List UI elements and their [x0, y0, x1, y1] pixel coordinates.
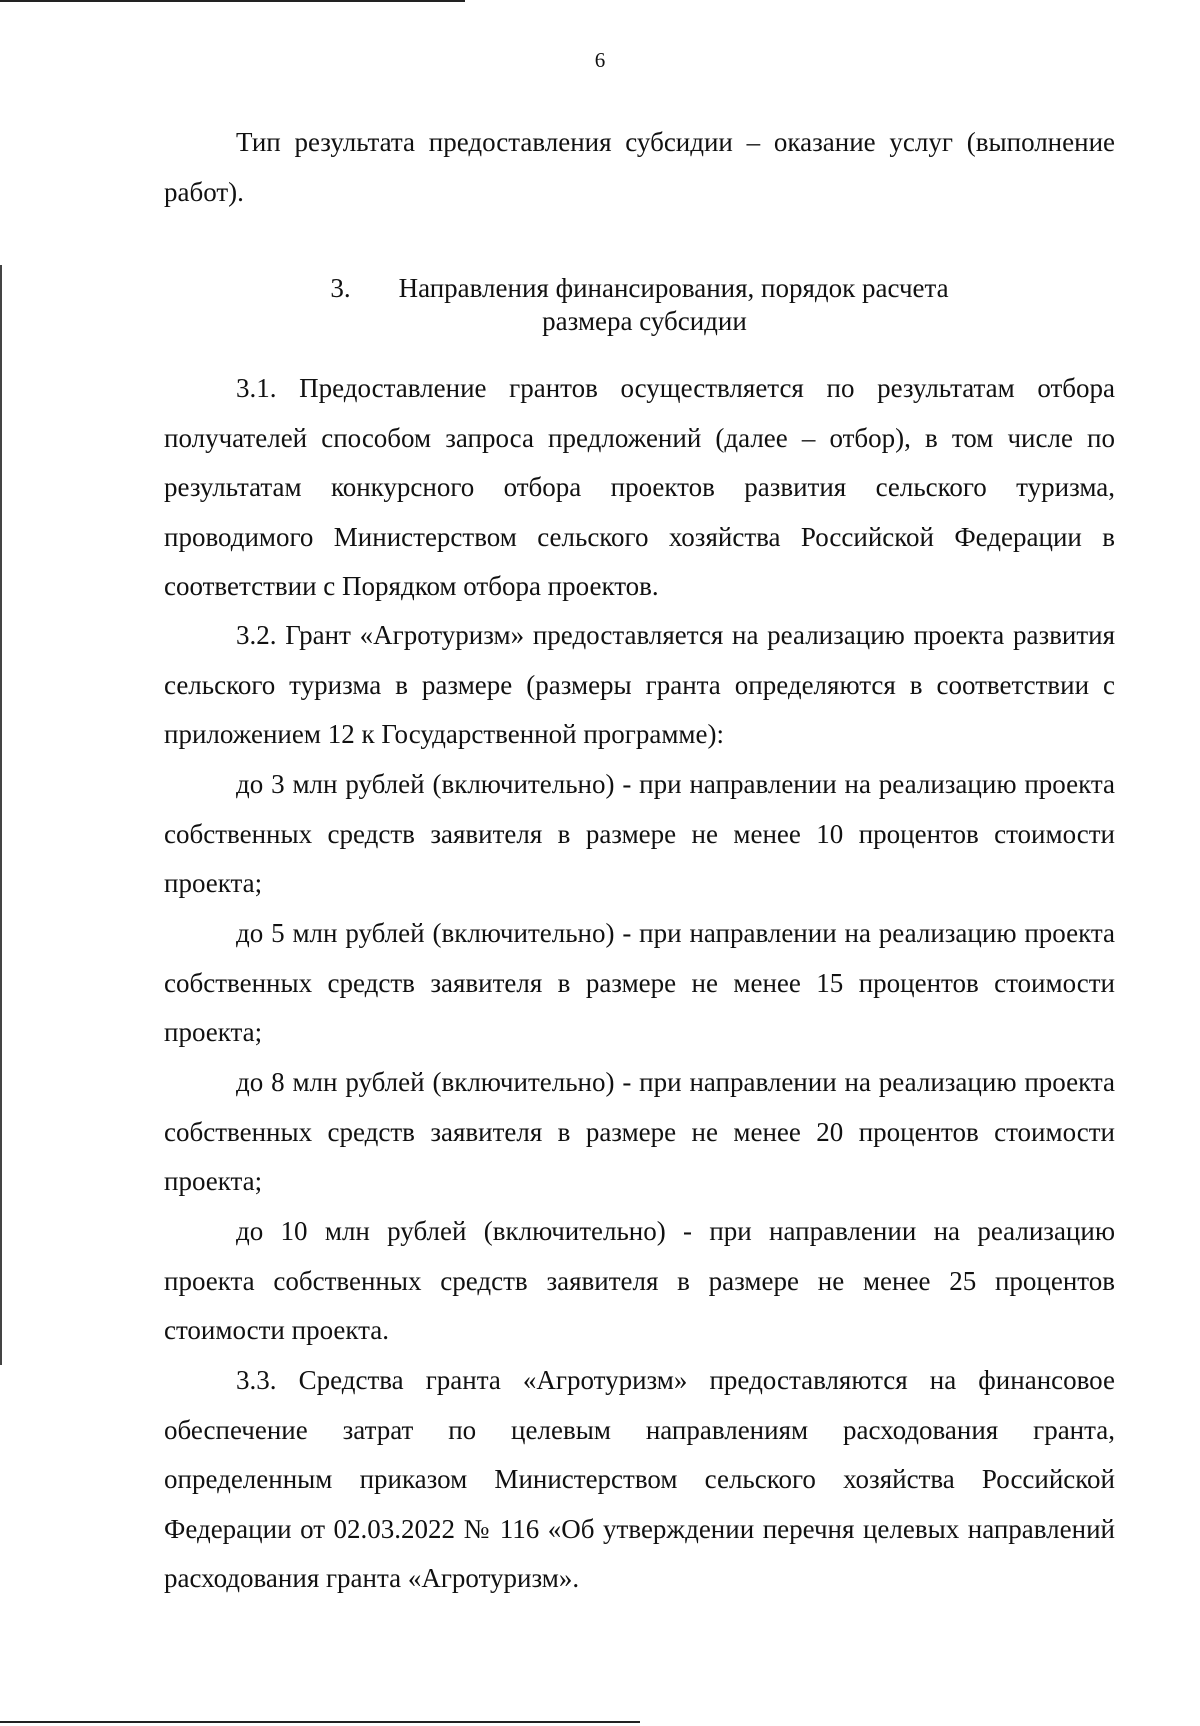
paragraph-3-1: 3.1. Предоставление грантов осуществляется по результатам отбора получателей способом запроса предложений (далее – отбор), в том числе по результатам конкурсного отбора проектов развития сельского туризма, проводимого Министерством сельского хозяйства Российской Федерации в соответствии с Порядком отбора проектов.	[164, 373, 1115, 601]
section-heading	[164, 272, 1115, 338]
section-number: 3.	[330, 273, 351, 303]
paragraph-3-2: 3.2. Грант «Агротуризм» предоставляется на реализацию проекта развития сельского туризма в размере (размеры гранта определяются в соответствии с приложением 12 к Государственной программе):	[164, 620, 1115, 749]
grant-tier-3mln: до 3 млн рублей (включительно) - при направлении на реализацию проекта собственных средств заявителя в размере не менее 10 процентов стоимости проекта;	[164, 769, 1115, 898]
scan-edge-bottom	[0, 1721, 640, 1723]
grant-tier-10mln: до 10 млн рублей (включительно) - при направлении на реализацию проекта собственных средств заявителя в размере не менее 25 процентов стоимости проекта.	[164, 1216, 1115, 1345]
grant-tier-8mln: до 8 млн рублей (включительно) - при направлении на реализацию проекта собственных средств заявителя в размере не менее 20 процентов стоимости проекта;	[164, 1067, 1115, 1196]
page-number: 6	[594, 48, 606, 72]
paragraph-3-3: 3.3. Средства гранта «Агротуризм» предоставляются на финансовое обеспечение затрат по целевым направлениям расходования гранта, определенным приказом Министерством сельского хозяйства Российской Федерации от 02.03.2022 № 116 «Об утверждении перечня целевых направлений расходования гранта «Агротуризм».	[164, 1365, 1115, 1593]
section-title-line1: Направления финансирования, порядок расчета	[398, 273, 949, 303]
intro-paragraph: Тип результата предоставления субсидии – оказание услуг (выполнение работ).	[164, 127, 1115, 207]
section-title-line2: размера субсидии	[542, 306, 747, 336]
scan-edge-left	[0, 265, 2, 1365]
grant-tier-5mln: до 5 млн рублей (включительно) - при направлении на реализацию проекта собственных средств заявителя в размере не менее 15 процентов стоимости проекта;	[164, 918, 1115, 1047]
scan-edge-top	[0, 0, 465, 2]
